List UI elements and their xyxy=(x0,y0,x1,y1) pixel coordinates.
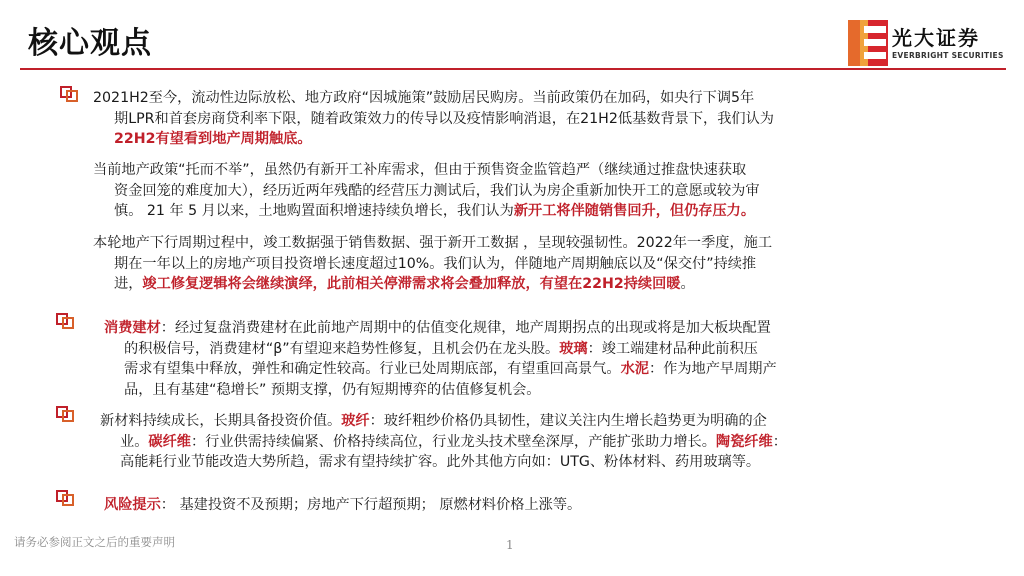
text-span: ：竣工端建材品种此前积压 xyxy=(587,340,758,357)
text-span: 新材料持续成长，长期具备投资价值。 xyxy=(100,413,342,429)
label-carbon-fiber: 碳纤维 xyxy=(148,433,191,450)
paragraph-risk xyxy=(104,495,581,516)
highlight-text: 竣工修复逻辑将会继续演绎，此前相关停滞需求将会叠加释放，有望在22H2持续回暖 xyxy=(142,276,681,292)
text-line: 2021H2至今，流动性边际放松、地方政府“因城施策”鼓励居民购房。当前政策仍在加码，如央行下调5年 xyxy=(93,90,755,106)
label-risk: 风险提示 xyxy=(104,497,161,513)
text-span: 。 xyxy=(680,276,695,292)
text-line: 资金回笼的难度加大），经历近两年残酷的经营压力测试后，我们认为房企重新加快开工的意愿或较为审 xyxy=(114,182,760,199)
title-divider xyxy=(20,68,1006,70)
text-line: 本轮地产下行周期过程中，竣工数据强于销售数据、强于新开工数据 ，呈现较强韧性。2022年一季度，施工 xyxy=(93,235,773,251)
text-span: ：玻纤粗纱价格仍具韧性，建议关注内生增长趋势更为明确的企 xyxy=(369,413,767,429)
bullet-icon xyxy=(60,86,78,102)
highlight-text: 新开工将伴随销售回升，但仍存压力。 xyxy=(513,203,756,219)
text-span: ：作为地产早周期产 xyxy=(648,361,777,377)
text-line: 期LPR和首套房商贷利率下限，随着政策效力的传导以及疫情影响消退，在21H2低基数背景下，我们认为 xyxy=(114,110,774,127)
text-line: 当前地产政策“托而不举”，虽然仍有新开工补库需求，但由于预售资金监管趋严（继续通过推盘快速获取 xyxy=(93,162,747,178)
text-span: ： 基建投资不及预期；房地产下行超预期； 原燃材料价格上涨等。 xyxy=(160,497,582,513)
logo-english-name: EVERBRIGHT SECURITIES xyxy=(892,51,1004,60)
label-ceramic-fiber: 陶瓷纤维 xyxy=(715,433,773,450)
bullet-icon xyxy=(56,490,74,506)
label-glass-fiber: 玻纤 xyxy=(341,413,370,429)
text-line: 品，且有基建“稳增长” 预期支撑，仍有短期博弈的估值修复机会。 xyxy=(124,381,541,398)
text-span: 业。 xyxy=(120,433,149,450)
text-span: 进， xyxy=(114,276,143,292)
text-span: 慎。 21 年 5 月以来，土地购置面积增速持续负增长，我们认为 xyxy=(114,203,514,219)
paragraph-completion xyxy=(93,233,772,295)
text-span: ：行业供需持续偏紧、价格持续高位，行业龙头技术壁垒深厚，产能扩张助力增长。 xyxy=(190,433,716,450)
bullet-icon xyxy=(56,406,74,422)
text-span: ：经过复盘消费建材在此前地产周期中的估值变化规律，地产周期拐点的出现或将是加大板块配置 xyxy=(160,320,771,336)
label-consumer-materials: 消费建材 xyxy=(104,320,161,336)
page-title: 核心观点 xyxy=(28,26,152,61)
everbright-logo-icon xyxy=(848,20,888,66)
text-line: 高能耗行业节能改造大势所趋，需求有望持续扩容。此外其他方向如：UTG、粉体材料、药用玻璃等。 xyxy=(120,454,761,470)
logo-chinese-name: 光大证券 xyxy=(892,26,980,50)
brand-logo xyxy=(848,20,1008,66)
label-glass: 玻璃 xyxy=(559,340,588,357)
paragraph-policy xyxy=(93,88,774,150)
text-span: 需求有望集中释放，弹性和确定性较高。行业已处周期底部，有望重回高景气。 xyxy=(124,361,621,377)
text-line: 期在一年以上的房地产项目投资增长速度超过10%。我们认为，伴随地产周期触底以及“保交付”持续推 xyxy=(114,255,757,272)
bullet-icon xyxy=(56,313,74,329)
text-span: ： xyxy=(772,433,787,450)
label-cement: 水泥 xyxy=(620,361,649,377)
paragraph-new-construction xyxy=(93,160,760,222)
footer-disclaimer: 请务必参阅正文之后的重要声明 xyxy=(14,535,175,549)
page-number: 1 xyxy=(506,538,514,552)
paragraph-new-materials xyxy=(100,411,787,473)
text-span: 的积极信号，消费建材“β”有望迎来趋势性修复，且机会仍在龙头股。 xyxy=(124,340,560,357)
paragraph-consumer-materials xyxy=(104,318,777,400)
highlight-text: 22H2有望看到地产周期触底。 xyxy=(114,131,312,147)
